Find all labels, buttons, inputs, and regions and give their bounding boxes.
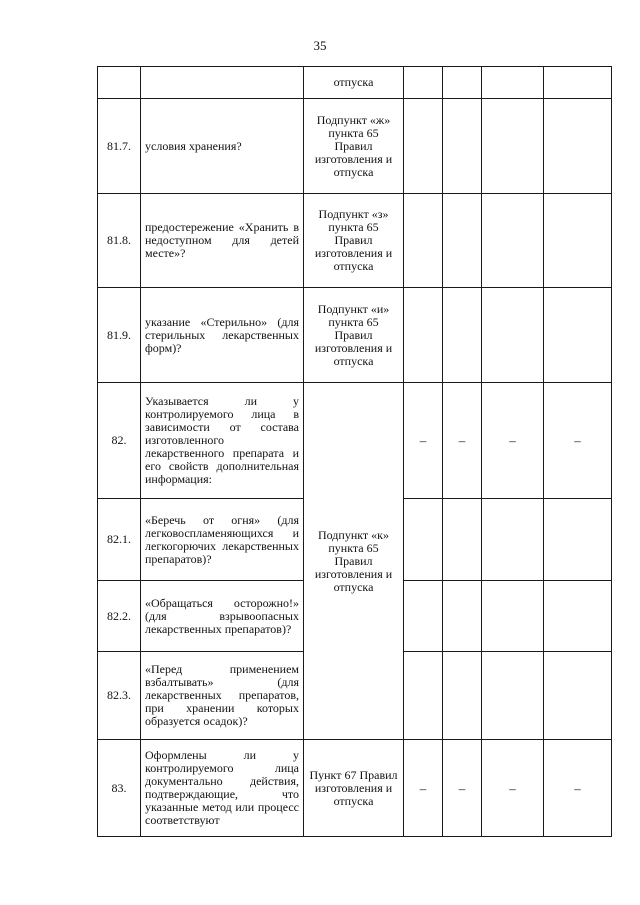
answer-not-applicable-cell <box>482 581 544 652</box>
answer-not-applicable-cell <box>482 288 544 383</box>
row-number-cell: 82.1. <box>98 499 141 581</box>
answer-not-applicable-cell <box>482 194 544 288</box>
answer-not-applicable-cell <box>482 499 544 581</box>
table-row <box>98 383 612 499</box>
row-number-cell: 81.7. <box>98 99 141 194</box>
table-row <box>98 67 612 99</box>
answer-comment-cell <box>544 652 612 740</box>
reference-cell: Подпункт «з» пункта 65 Правил изготовления и отпуска <box>304 194 404 288</box>
answer-no-cell: – <box>443 383 482 499</box>
answer-no-cell <box>443 499 482 581</box>
row-number-cell: 82. <box>98 383 141 499</box>
table-row <box>98 99 612 194</box>
row-number-cell: 82.2. <box>98 581 141 652</box>
answer-yes-cell <box>404 652 443 740</box>
answer-yes-cell <box>404 194 443 288</box>
question-cell: указание «Стерильно» (для стерильных лекарственных форм)? <box>141 288 304 383</box>
answer-yes-cell <box>404 499 443 581</box>
table-row <box>98 194 612 288</box>
table-row <box>98 288 612 383</box>
reference-cell: Подпункт «ж» пункта 65 Правил изготовления и отпуска <box>304 99 404 194</box>
answer-yes-cell <box>404 67 443 99</box>
row-number-cell: 81.9. <box>98 288 141 383</box>
answer-no-cell <box>443 194 482 288</box>
answer-no-cell <box>443 581 482 652</box>
answer-not-applicable-cell <box>482 99 544 194</box>
reference-cell: Пункт 67 Правил изготовления и отпуска <box>304 740 404 837</box>
answer-no-cell <box>443 67 482 99</box>
answer-yes-cell: – <box>404 383 443 499</box>
answer-not-applicable-cell: – <box>482 740 544 837</box>
answer-comment-cell <box>544 499 612 581</box>
question-cell: «Обращаться осторожно!» (для взрывоопасных лекарственных препаратов)? <box>141 581 304 652</box>
answer-not-applicable-cell <box>482 67 544 99</box>
row-number-cell: 82.3. <box>98 652 141 740</box>
answer-yes-cell <box>404 581 443 652</box>
reference-cell: отпуска <box>304 67 404 99</box>
answer-yes-cell <box>404 99 443 194</box>
answer-comment-cell <box>544 288 612 383</box>
row-number-cell <box>98 67 141 99</box>
answer-no-cell <box>443 652 482 740</box>
question-cell: Оформлены ли у контролируемого лица документально действия, подтверждающие, что указанные метод или процесс соответствуют <box>141 740 304 837</box>
answer-comment-cell: – <box>544 740 612 837</box>
answer-yes-cell <box>404 288 443 383</box>
question-cell: предостережение «Хранить в недоступном для детей месте»? <box>141 194 304 288</box>
answer-comment-cell <box>544 67 612 99</box>
answer-comment-cell <box>544 194 612 288</box>
reference-cell: Подпункт «и» пункта 65 Правил изготовления и отпуска <box>304 288 404 383</box>
row-number-cell: 81.8. <box>98 194 141 288</box>
answer-no-cell <box>443 288 482 383</box>
answer-comment-cell: – <box>544 383 612 499</box>
answer-not-applicable-cell: – <box>482 383 544 499</box>
page-number: 35 <box>313 38 327 53</box>
answer-no-cell: – <box>443 740 482 837</box>
answer-no-cell <box>443 99 482 194</box>
checklist-table <box>97 66 612 837</box>
table-row <box>98 740 612 837</box>
question-cell: условия хранения? <box>141 99 304 194</box>
question-cell <box>141 67 304 99</box>
row-number-cell: 83. <box>98 740 141 837</box>
answer-yes-cell: – <box>404 740 443 837</box>
reference-cell: Подпункт «к» пункта 65 Правил изготовления и отпуска <box>304 383 404 740</box>
question-cell: «Беречь от огня» (для легковоспламеняющихся и легкогорючих лекарственных препаратов)? <box>141 499 304 581</box>
answer-comment-cell <box>544 99 612 194</box>
question-cell: «Перед применением взбалтывать» (для лекарственных препаратов, при хранении которых образуется осадок)? <box>141 652 304 740</box>
question-cell: Указывается ли у контролируемого лица в зависимости от состава изготовленного лекарственного препарата и его свойств дополнительная информация: <box>141 383 304 499</box>
answer-comment-cell <box>544 581 612 652</box>
answer-not-applicable-cell <box>482 652 544 740</box>
